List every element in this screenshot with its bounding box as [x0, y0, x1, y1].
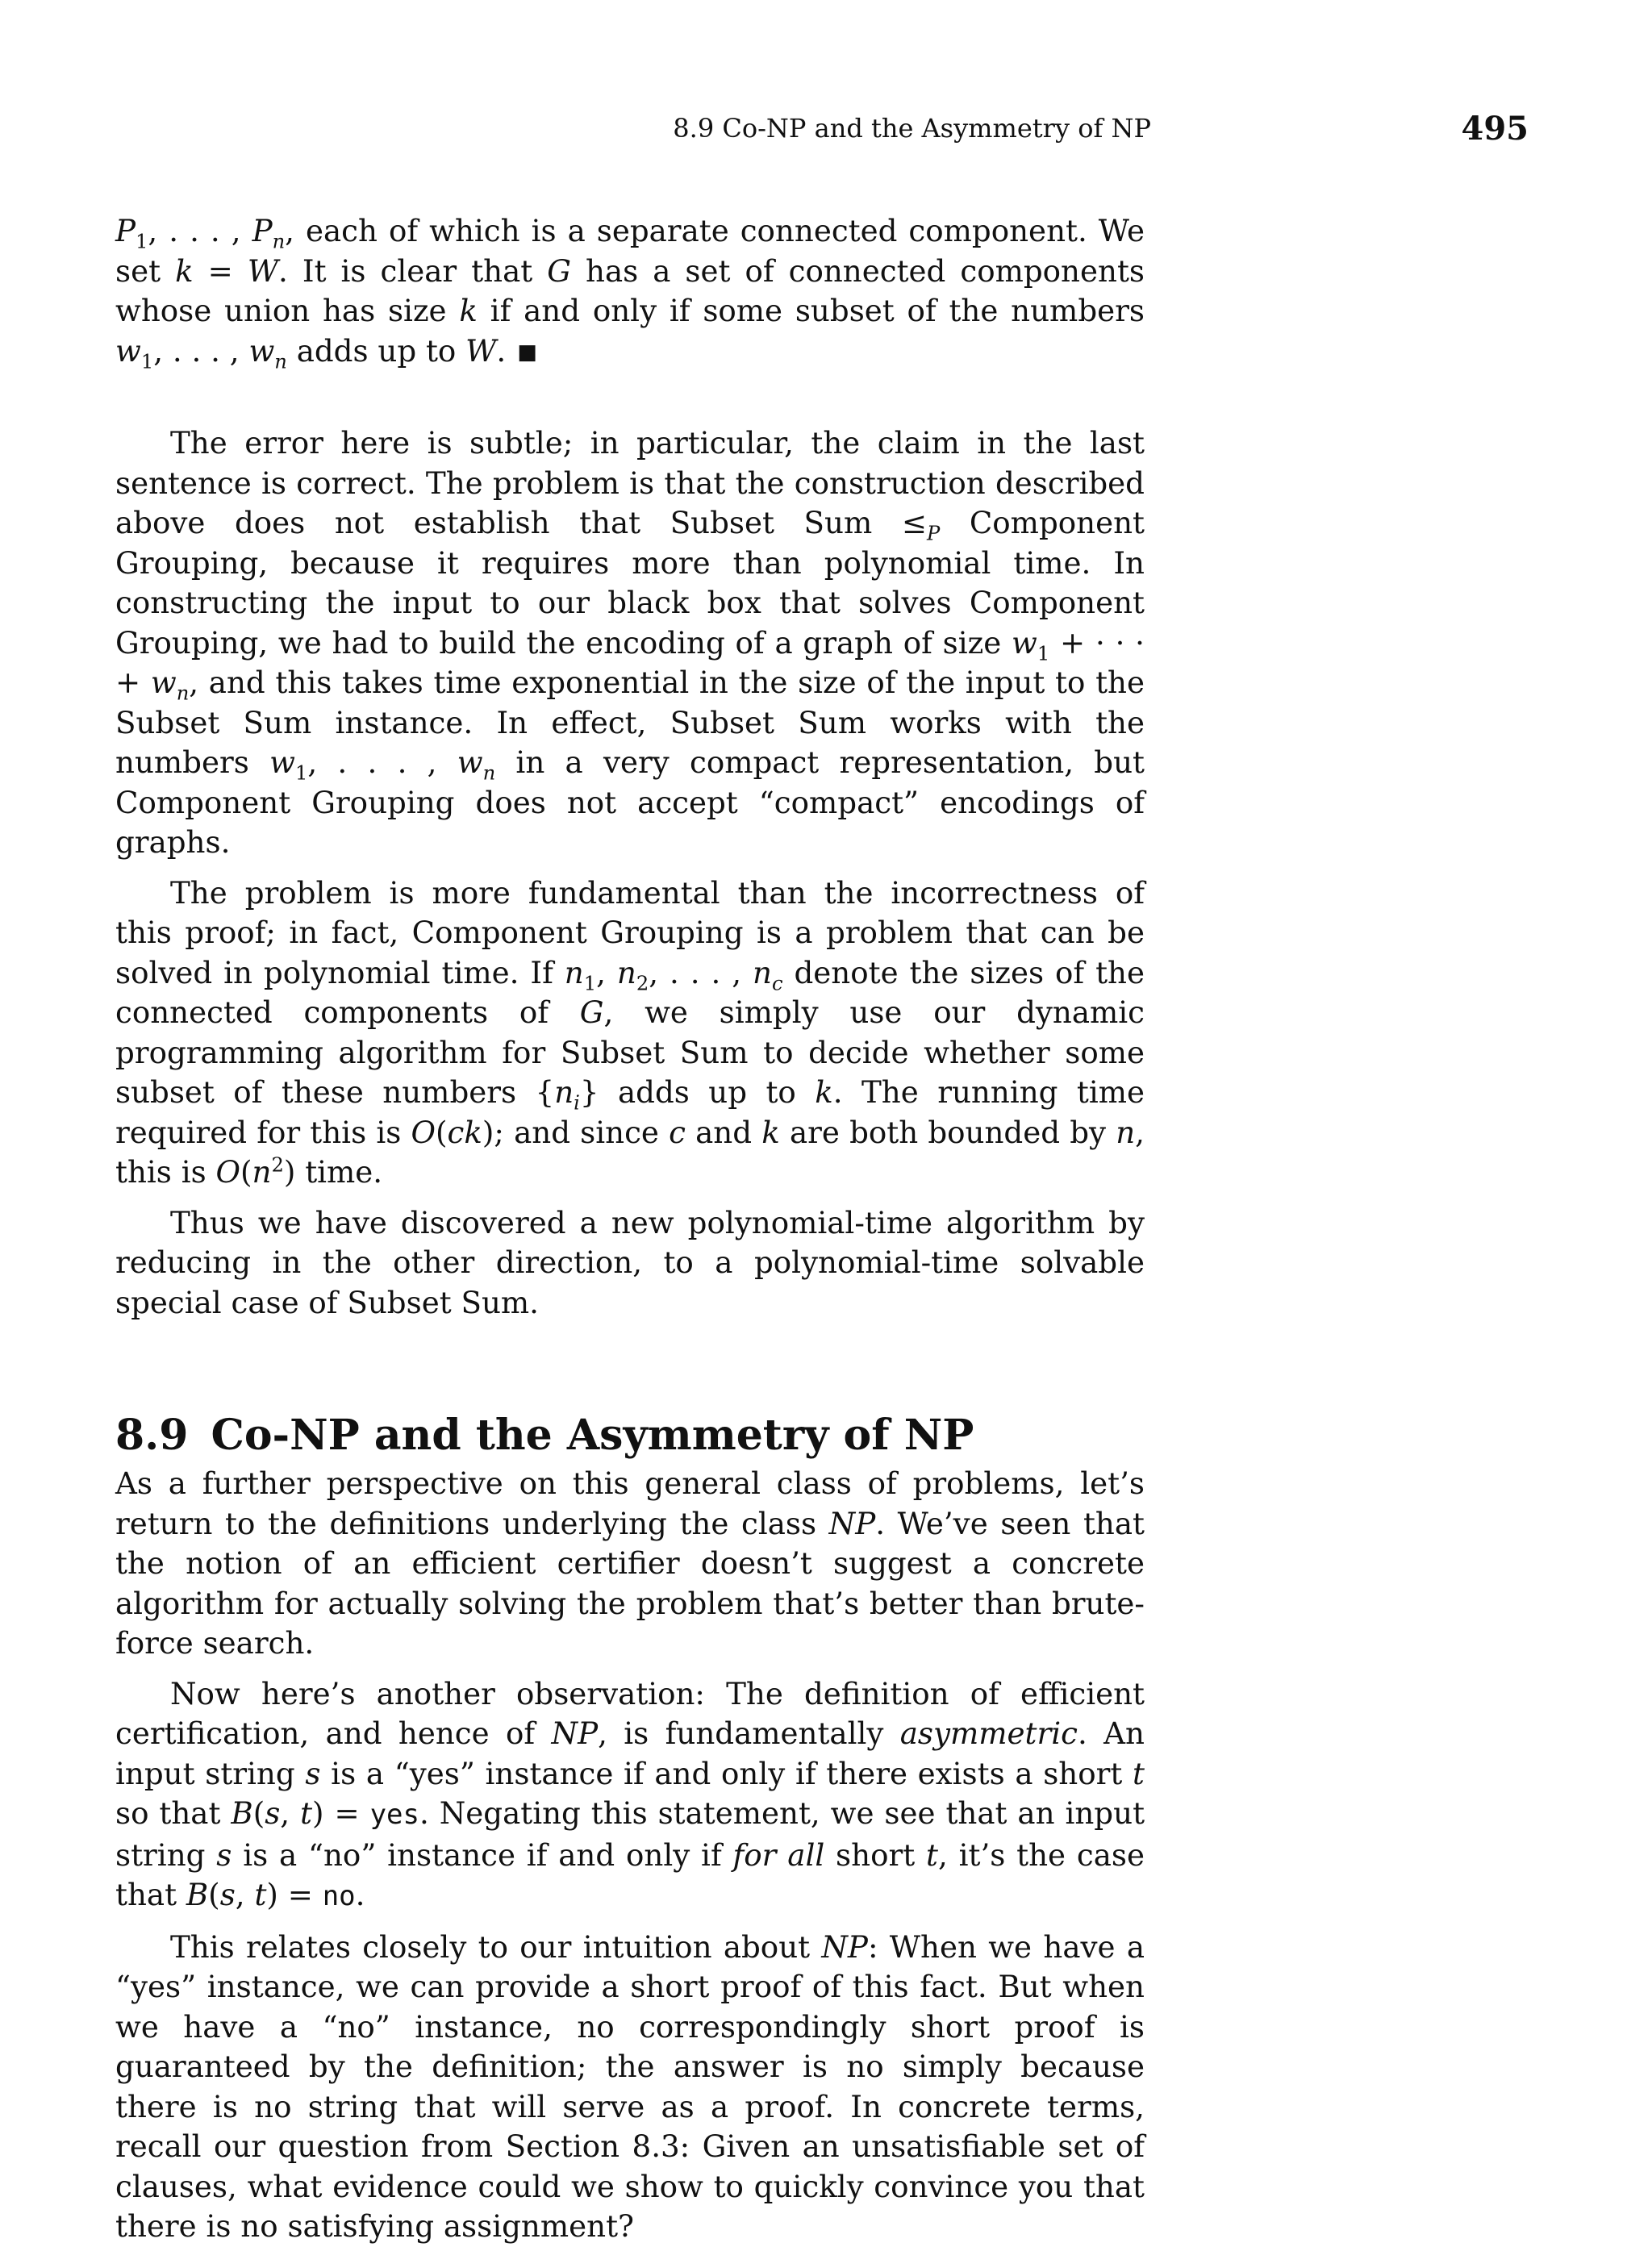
running-head — [115, 110, 1529, 158]
qed-square-icon: ■ — [517, 340, 537, 365]
section-paragraph-3: This relates closely to our intuition about NP: When we have a “yes” instance, we can provide a short proof of this fact. But when we have a “no” instance, no correspondingly short proof is guaranteed by the definition; the answer is no simply because there is no string that will serve as a proof. In concrete terms, recall our question from Section 8.3: Given an unsatisfiable set of clauses, what evidence could we show to quickly convince you that there is no satisfying assignment? — [115, 1928, 1145, 2244]
paragraph-more-fundamental: The problem is more fundamental than the incorrectness of this proof; in fact, Component Grouping is a problem that can be solved in polynomial time. If $n_1$, $n_2$, . . . , $n_c$ denote the sizes of the connected components of G, we simply use our dynamic programming algorithm for Subset Sum to decide whether some subset of these numbers $\{n_i\}$ adds up to k. The running time required for this is O(ck); and since c and k are both bounded by n, this is $O(n^2)$ time. — [115, 874, 1145, 1190]
section-paragraph-1: As a further perspective on this general class of problems, let’s return to the definitions underlying the class NP. We’ve seen that the notion of an efficient certifier doesn’t suggest a concrete algorithm for actually solving the problem that’s better than brute-force search. — [115, 1465, 1145, 1661]
page-number: 495 — [1461, 110, 1529, 148]
running-title: 8.9 Co-NP and the Asymmetry of NP — [673, 113, 1151, 144]
paragraph-error-subtle: The error here is subtle; in particular, the claim in the last sentence is correct. The problem is that the construction described above does not establish that Subset Sum $\le_P$ Component Grouping, because it requires more than polynomial time. In constructing the input to our black box that solves Component Grouping, we had to build the encoding of a graph of size $w_1$ + · · · + $w_n$, and this takes time exponential in the size of the input to the Subset Sum instance. In effect, Subset Sum works with the numbers $w_1$, . . . , $w_n$ in a very compact representation, but Component Grouping does not accept “compact” encodings of graphs. — [115, 425, 1145, 860]
proof-end-paragraph: $P_1$, . . . , $P_n$, each of which is a separate connected component. We set k = W. It is clear that G has a set of connected components whose union has size k if and only if some subset of the numbers $w_1$, . . . , $w_n$ adds up to W. ■ — [115, 213, 1145, 373]
body-text — [115, 211, 1145, 2247]
section-paragraph-2: Now here’s another observation: The definition of efficient certification, and hence of NP, is fundamentally asymmetric. An input string s is a “yes” instance if and only if there exists a short t so that B(s, t) = yes. Negating this statement, we see that an input string s is a “no” instance if and only if for all short t, it’s the case that B(s, t) = no. — [115, 1675, 1145, 1912]
paragraph-new-algorithm: Thus we have discovered a new polynomial-time algorithm by reducing in the other direction, to a polynomial-time solvable special case of Subset Sum. — [115, 1204, 1145, 1320]
section-heading: 8.9 Co-NP and the Asymmetry of NP — [115, 1411, 974, 1460]
